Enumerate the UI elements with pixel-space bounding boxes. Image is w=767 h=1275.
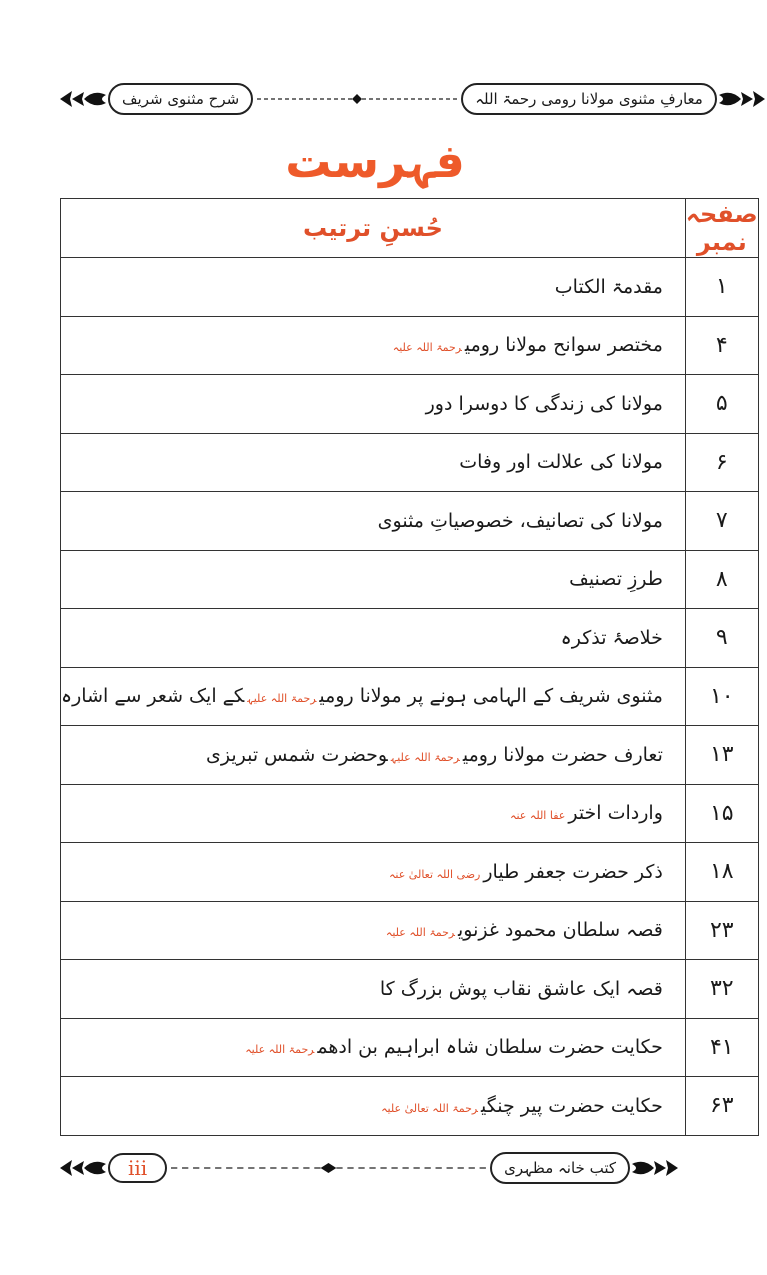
row-page-number: ۱۰: [685, 667, 758, 726]
row-page-number: ۷: [685, 492, 758, 551]
row-title-cell: [61, 1018, 686, 1077]
row-title-cell: [61, 492, 686, 551]
row-title: مقدمۃ الکتاب: [554, 275, 663, 298]
row-page-number: ۶: [685, 433, 758, 492]
row-title-cell: [61, 550, 686, 609]
row-page-number: ۲۳: [685, 901, 758, 960]
footer-page-number: iii: [108, 1153, 167, 1183]
header-page-number: صفحہ نمبر: [685, 200, 758, 256]
running-header: [58, 82, 703, 116]
row-title-cell: [61, 433, 686, 492]
table-row: [61, 843, 759, 902]
row-title-cell: [61, 258, 686, 317]
row-title: مولانا کی علالت اور وفات: [459, 451, 663, 474]
row-title: مولانا کی تصانیف، خصوصیاتِ مثنوی: [377, 509, 663, 532]
row-title-cell: [61, 784, 686, 843]
row-title: خلاصۂ تذکرہ: [560, 626, 663, 649]
table-row: [61, 901, 759, 960]
table-header-row: [61, 199, 759, 258]
row-page-number: ۱۵: [685, 784, 758, 843]
row-page-number: ۶۳: [685, 1077, 758, 1136]
row-title: حکایت حضرت پیر چنگی: [480, 1094, 663, 1117]
row-page-number: ۱۳: [685, 726, 758, 785]
table-row: [61, 375, 759, 434]
table-row: [61, 784, 759, 843]
row-title-cell: [61, 316, 686, 375]
left-flourish-ornament: [58, 1156, 108, 1180]
book-short-title: شرح مثنوی شریف: [108, 83, 253, 115]
row-honorific: رحمۃ اللہ علیہ: [247, 692, 317, 706]
table-row: [61, 492, 759, 551]
row-title-suffix: وحضرت شمس تبریزی: [205, 743, 388, 766]
table-row: [61, 609, 759, 668]
row-honorific: رحمۃ اللہ تعالیٰ علیہ: [381, 1101, 478, 1115]
header-title: حُسنِ ترتیب: [61, 199, 686, 258]
row-title-cell: [61, 726, 686, 785]
publisher-name: کتب خانہ مظہری: [490, 1152, 630, 1184]
contents-table: [60, 198, 759, 1136]
row-title-cell: [61, 375, 686, 434]
table-row: [61, 258, 759, 317]
row-page-number: ۴۱: [685, 1018, 758, 1077]
table-row: [61, 316, 759, 375]
row-honorific: رضی اللہ تعالیٰ عنہ: [388, 867, 481, 881]
row-title-cell: [61, 667, 686, 726]
table-row: [61, 433, 759, 492]
row-title: مثنوی شریف کے الہامی ہونے پر مولانا رومی: [319, 685, 663, 708]
row-title: طرزِ تصنیف: [569, 568, 663, 591]
book-full-title: معارفِ مثنوی مولانا رومی رحمۃ اللہ: [461, 83, 717, 115]
row-honorific: رحمۃ اللہ علیہ: [390, 750, 460, 764]
row-title-cell: [61, 843, 686, 902]
row-title-cell: [61, 960, 686, 1019]
row-title: مولانا کی زندگی کا دوسرا دور: [425, 392, 663, 415]
table-row: [61, 667, 759, 726]
row-title: واردات اختر: [568, 802, 663, 825]
row-title: قصہ ایک عاشق نقاب پوش بزرگ کا: [379, 977, 663, 1000]
row-honorific: رحمۃ اللہ علیہ: [245, 1043, 315, 1057]
left-flourish-ornament: [58, 87, 108, 111]
right-flourish-ornament: [630, 1156, 680, 1180]
row-page-number: ۳۲: [685, 960, 758, 1019]
table-row: [61, 1077, 759, 1136]
row-page-number: ۱: [685, 258, 758, 317]
row-honorific: رحمۃ اللہ علیہ: [385, 926, 456, 940]
row-title: حکایت حضرت سلطان شاہ ابراہیم بن ادھم: [317, 1036, 663, 1059]
row-title: ذکر حضرت جعفر طیار: [483, 860, 663, 883]
row-page-number: ۱۸: [685, 843, 758, 902]
row-title-cell: [61, 901, 686, 960]
row-title: تعارف حضرت مولانا رومی: [462, 743, 663, 766]
chain-ornament: [171, 1162, 486, 1174]
table-row: [61, 960, 759, 1019]
table-row: [61, 1018, 759, 1077]
row-page-number: ۴: [685, 316, 758, 375]
row-honorific: عفا اللہ عنہ: [510, 809, 566, 823]
right-flourish-ornament: [717, 87, 767, 111]
table-row: [61, 726, 759, 785]
running-footer: [58, 1151, 680, 1185]
chain-ornament: [257, 93, 457, 105]
row-title-cell: [61, 1077, 686, 1136]
row-honorific: رحمۃ اللہ علیہ: [392, 341, 462, 355]
row-title-suffix: کے ایک شعر سے اشارہ: [61, 685, 245, 708]
page-title: فہرست: [285, 134, 465, 188]
row-page-number: ۹: [685, 609, 758, 668]
table-row: [61, 550, 759, 609]
contents-body: [61, 258, 759, 1136]
row-page-number: ۸: [685, 550, 758, 609]
row-title-cell: [61, 609, 686, 668]
row-title: مختصر سوانح مولانا رومی: [464, 334, 663, 357]
row-title: قصہ سلطان محمود غزنوی: [458, 919, 663, 942]
row-page-number: ۵: [685, 375, 758, 434]
